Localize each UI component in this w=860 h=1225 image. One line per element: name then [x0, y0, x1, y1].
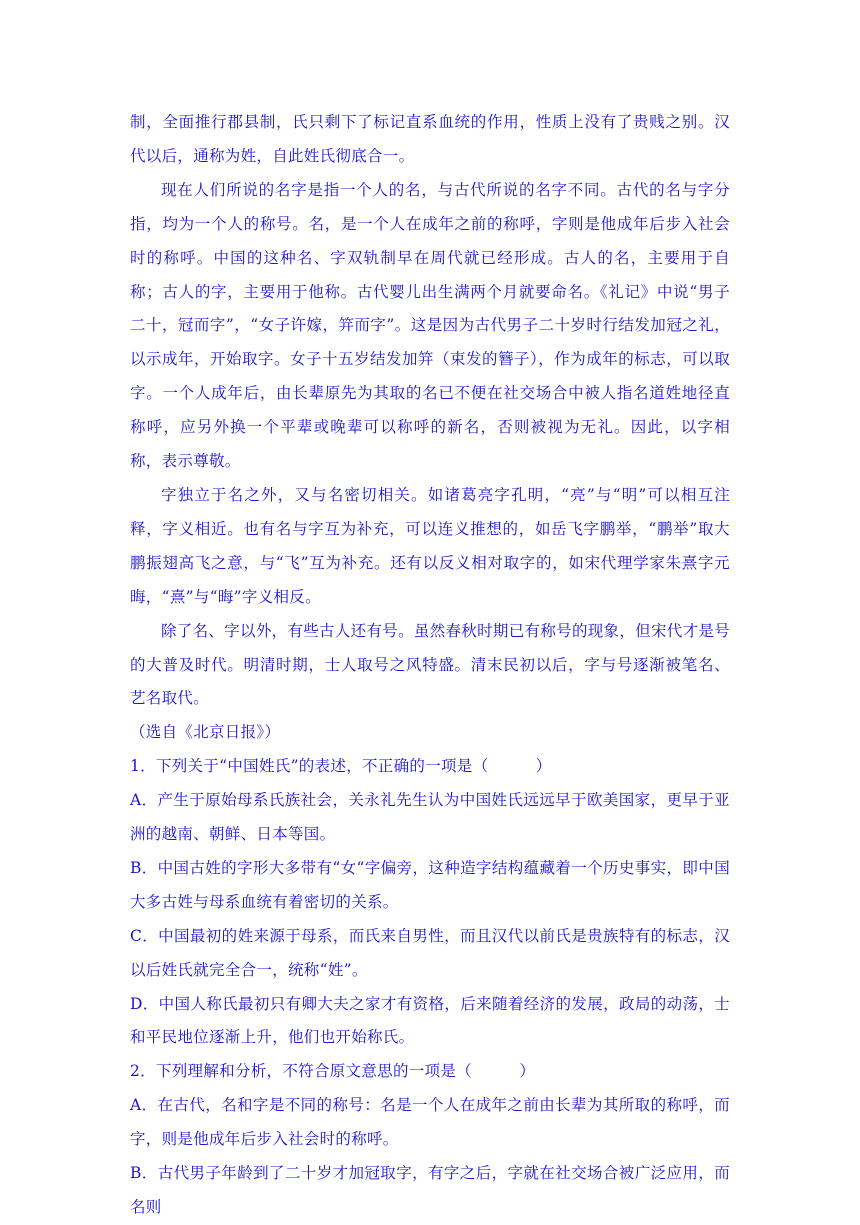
passage-paragraph-3: 字独立于名之外，又与名密切相关。如诸葛亮字孔明，“亮”与“明”可以相互注释，字义相近。也有名与字互为补充，可以连义推想的，如岳飞字鹏举，“鹏举”取大鹏振翅高飞之意，与“飞”互为补充。还有以反义相对取字的，如宋代理学家朱熹字元晦，“熹”与“晦”字义相反。	[130, 485, 730, 606]
question-1-stem: 1．下列关于“中国姓氏”的表述，不正确的一项是（ ）	[130, 757, 552, 776]
source-citation: （选自《北京日报》）	[130, 723, 281, 742]
passage-paragraph-4: 除了名、字以外，有些古人还有号。虽然春秋时期已有称号的现象，但宋代才是号的大普及时代。明清时期，士人取号之风特盛。清末民初以后，字与号逐渐被笔名、艺名取代。	[130, 621, 730, 708]
question-1-option-b: B．中国古姓的字形大多带有“女“字偏旁，这种造字结构蕴藏着一个历史事实，即中国大多古姓与母系血统有着密切的关系。	[130, 858, 730, 911]
question-1-option-d: D．中国人称氏最初只有卿大夫之家才有资格，后来随着经济的发展，政局的动荡，士和平民地位逐渐上升，他们也开始称氏。	[130, 994, 730, 1047]
document-page	[130, 106, 730, 1225]
question-2-stem: 2．下列理解和分析，不符合原文意思的一项是（ ）	[130, 1062, 536, 1081]
passage-paragraph-2: 现在人们所说的名字是指一个人的名，与古代所说的名字不同。古代的名与字分指，均为一个人的称号。名，是一个人在成年之前的称呼，字则是他成年后步入社会时的称呼。中国的这种名、字双轨制早在周代就已经形成。古人的名，主要用于自称；古人的字，主要用于他称。古代婴儿出生满两个月就要命名。《礼记》中说“男子二十，冠而字”，“女子许嫁，笄而字”。这是因为古代男子二十岁时行结发加冠之礼，以示成年，开始取字。女子十五岁结发加笄（束发的簪子），作为成年的标志，可以取字。一个人成年后，由长辈原先为其取的名已不便在社交场合中被人指名道姓地径直称呼，应另外换一个平辈或晚辈可以称呼的新名，否则被视为无礼。因此，以字相称，表示尊敬。	[130, 180, 730, 471]
question-1-option-c: C．中国最初的姓来源于母系，而氏来自男性，而且汉代以前氏是贵族特有的标志，汉以后姓氏就完全合一，统称“姓”。	[130, 926, 730, 979]
passage-paragraph-1: 制，全面推行郡县制，氏只剩下了标记直系血统的作用，性质上没有了贵贱之别。汉代以后，通称为姓，自此姓氏彻底合一。	[130, 113, 730, 165]
question-1-option-a: A．产生于原始母系氏族社会，关永礼先生认为中国姓氏远远早于欧美国家，更早于亚洲的越南、朝鲜、日本等国。	[130, 791, 730, 844]
question-2-option-a: A．在古代，名和字是不同的称号：名是一个人在成年之前由长辈为其所取的称呼，而字，则是他成年后步入社会时的称呼。	[130, 1096, 730, 1149]
question-2-option-b: B．古代男子年龄到了二十岁才加冠取字，有字之后，字就在社交场合被广泛应用，而名则	[130, 1164, 730, 1216]
